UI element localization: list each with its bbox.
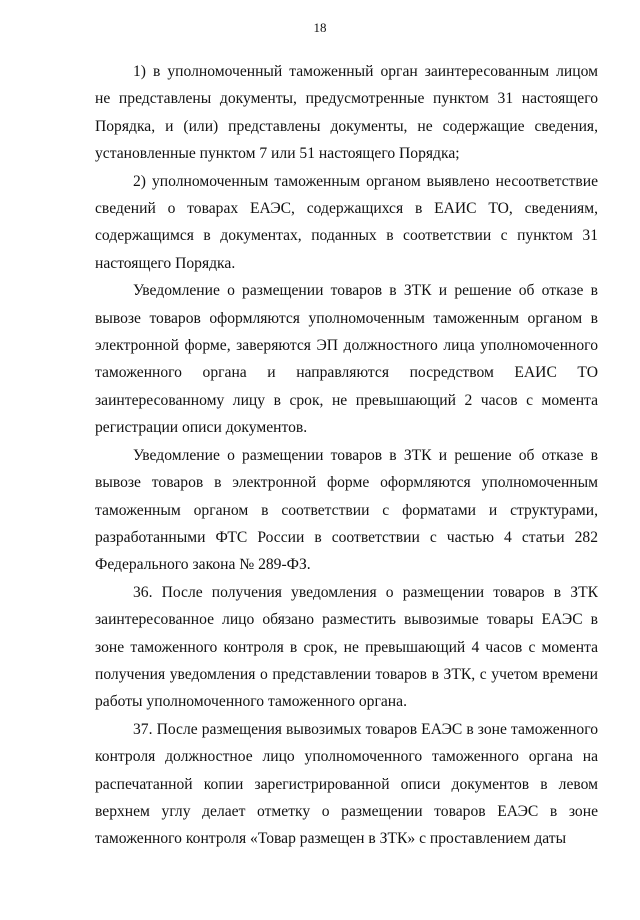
paragraph-clause-37: 37. После размещения вывозимых товаров ЕАЭС в зоне таможенного контроля должностное лицо уполномоченного таможенного органа на распечатанной копии зарегистрированной описи документов в левом верхнем углу делает отметку о размещении товаров ЕАЭС в зоне таможенного контроля «Товар размещен в ЗТК» с проставлением даты [95, 720, 598, 848]
paragraph-notification-formats: Уведомление о размещении товаров в ЗТК и решение об отказе в вывозе товаров в электронной форме оформляются уполномоченным таможенным органом в соответствии с форматами и структурами, разработанными ФТС России в соответствии с частью 4 статьи 282 Федерального закона № 289-ФЗ. [95, 446, 598, 574]
document-body [95, 58, 598, 853]
paragraph-clause-36: 36. После получения уведомления о размещении товаров в ЗТК заинтересованное лицо обязано разместить вывозимые товары ЕАЭС в зоне таможенного контроля в срок, не превышающий 4 часов с момента получения уведомления о представлении товаров в ЗТК, с учетом времени работы уполномоченного таможенного органа. [95, 583, 598, 711]
paragraph-item-2: 2) уполномоченным таможенным органом выявлено несоответствие сведений о товарах ЕАЭС, содержащихся в ЕАИС ТО, сведениям, содержащимся в документах, поданных в соответствии с пунктом 31 настоящего Порядка. [95, 172, 598, 272]
paragraph-notification-issuance: Уведомление о размещении товаров в ЗТК и решение об отказе в вывозе товаров оформляются уполномоченным таможенным органом в электронной форме, заверяются ЭП должностного лица уполномоченного таможенного органа и направляются посредством ЕАИС ТО заинтересованному лицу в срок, не превышающий 2 часов с момента регистрации описи документов. [95, 282, 598, 437]
page-number: 18 [313, 20, 327, 35]
paragraph-item-1: 1) в уполномоченный таможенный орган заинтересованным лицом не представлены документы, предусмотренные пунктом 31 настоящего Порядка, и (или) представлены документы, не содержащие сведения, установленные пунктом 7 или 51 настоящего Порядка; [95, 63, 598, 163]
